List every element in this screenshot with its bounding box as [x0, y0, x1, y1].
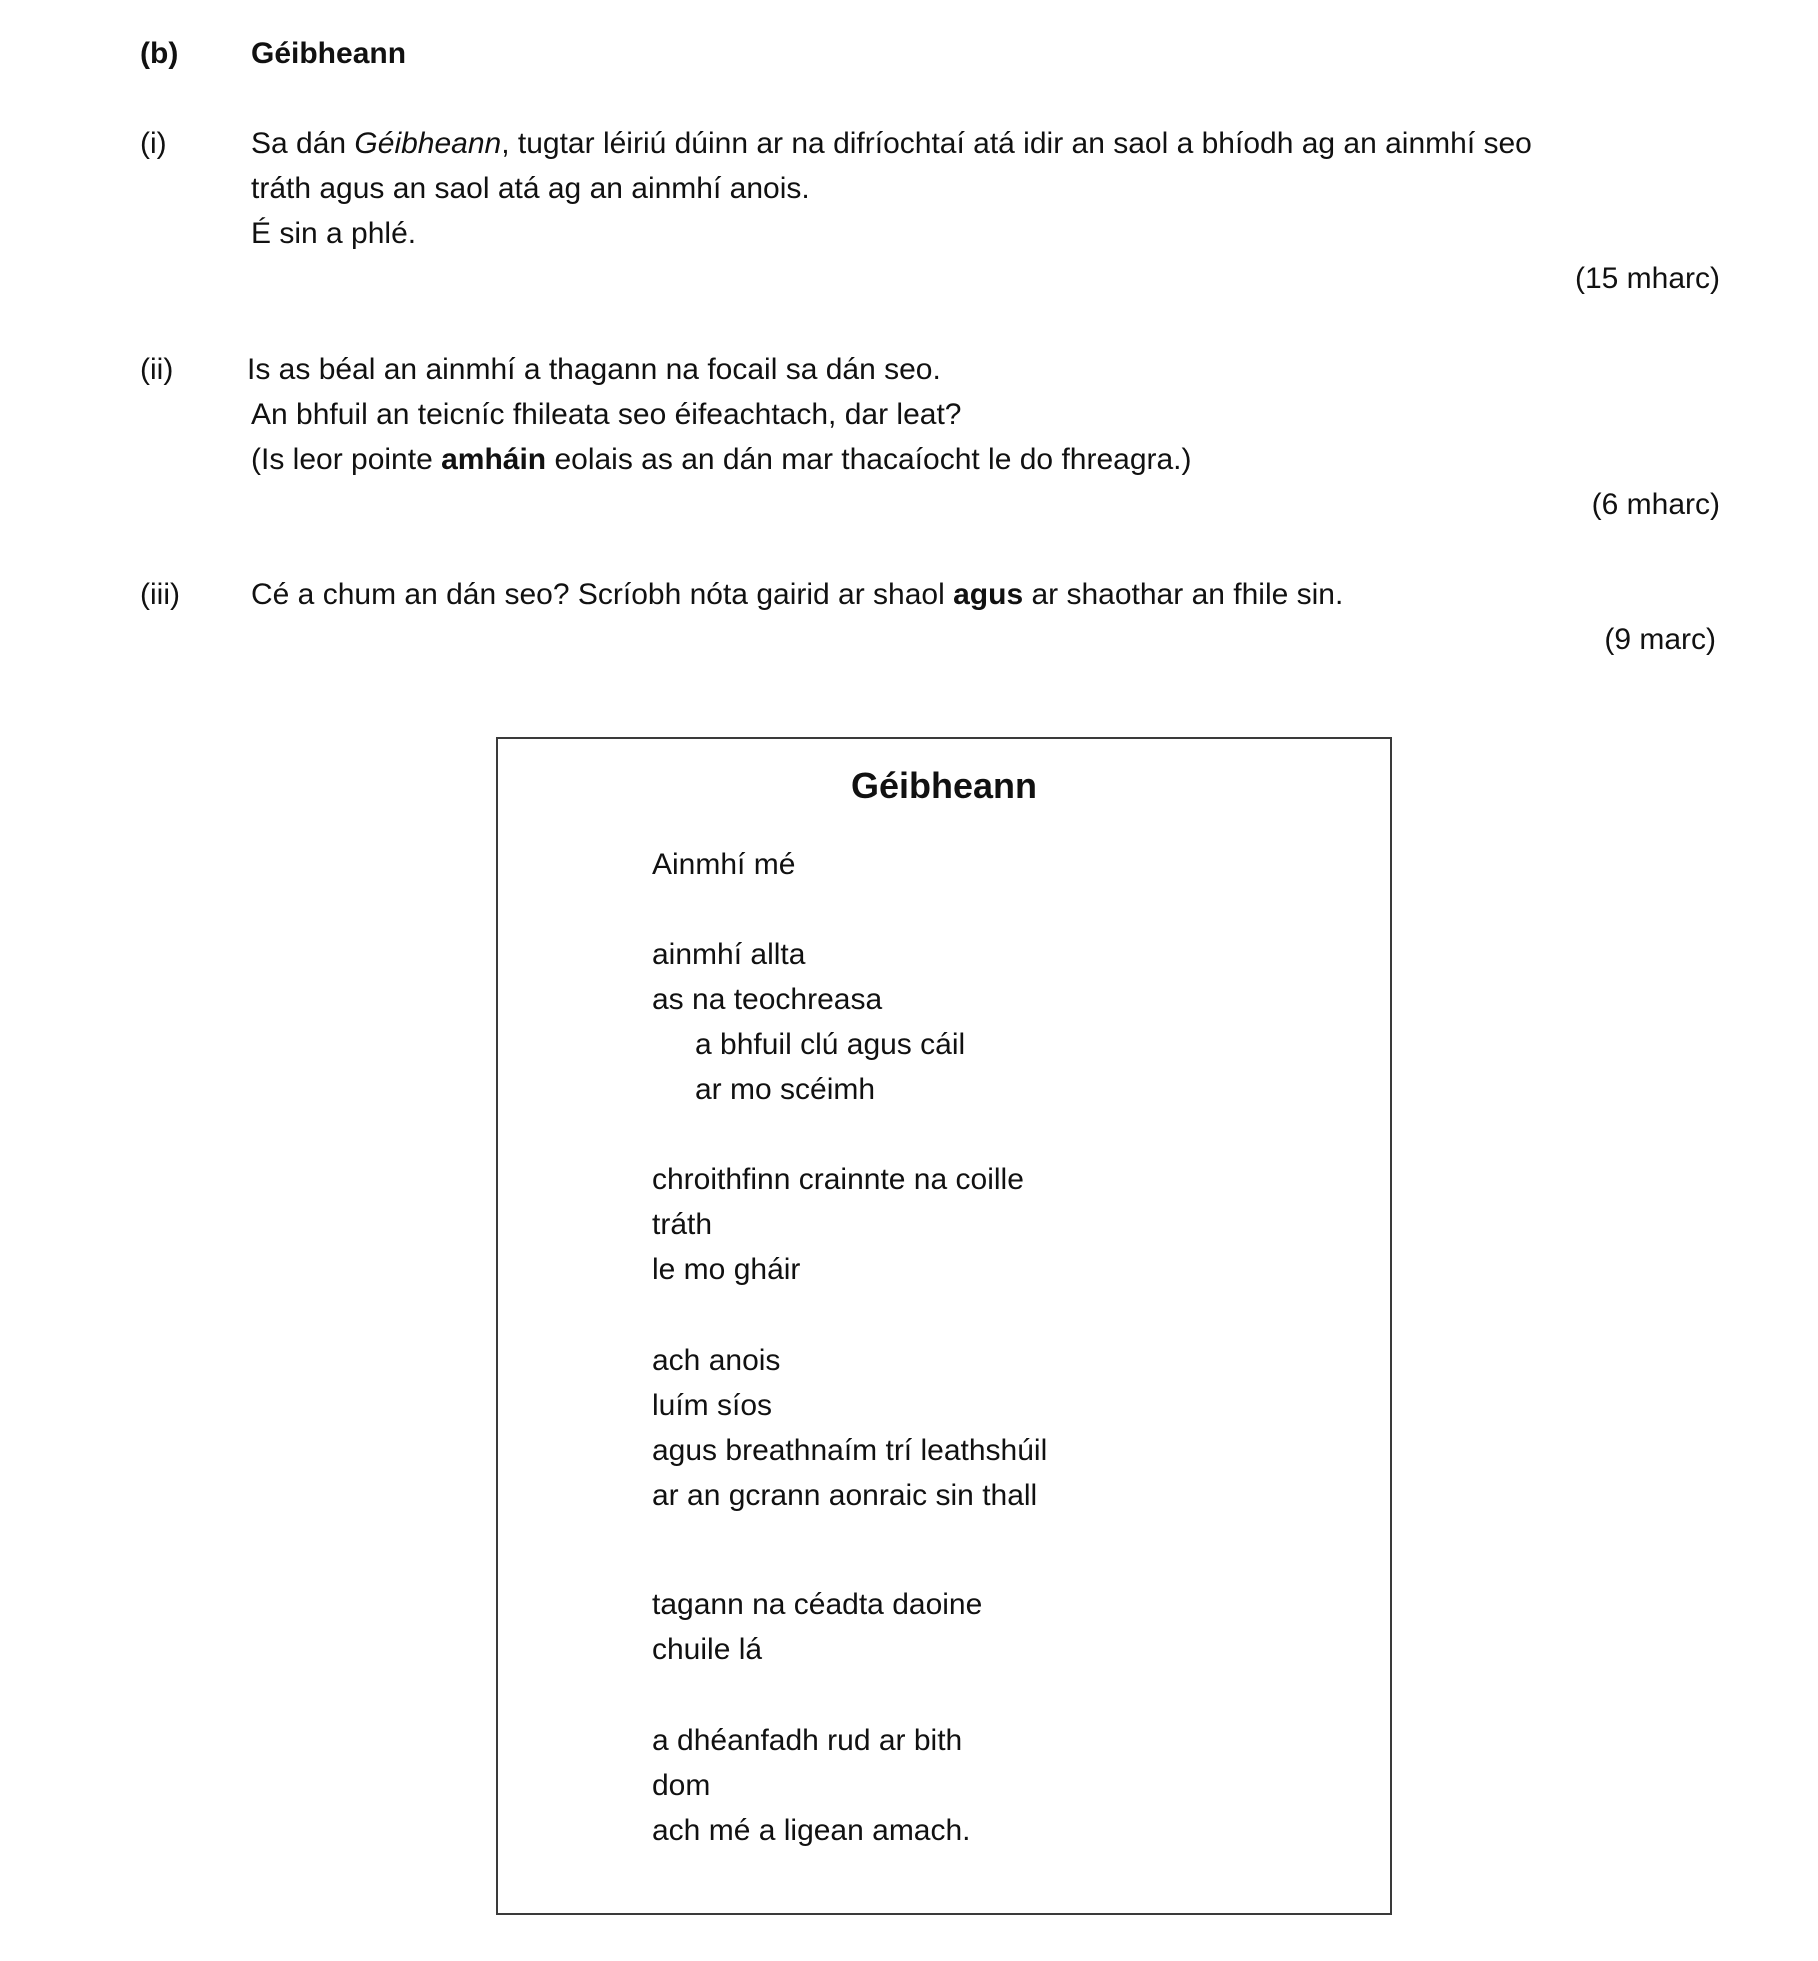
text-fragment: ar shaothar an fhile sin.: [1023, 578, 1344, 611]
emphasis-bold: amháin: [441, 443, 547, 476]
poem-title-italic: Géibheann: [354, 127, 502, 160]
text-fragment: eolais as an dán mar thacaíocht le do fhreagra.): [546, 443, 1192, 476]
text-fragment: Sa dán: [251, 127, 355, 160]
poem-title: Géibheann: [850, 765, 1038, 806]
poem-line: ach anois: [652, 1344, 781, 1377]
question-text-line: [251, 121, 1532, 166]
question-number: (iii): [140, 578, 180, 611]
emphasis-bold: agus: [953, 578, 1024, 611]
question-number: (i): [140, 127, 167, 160]
poem-line-indented: a bhfuil clú agus cáil: [695, 1028, 966, 1061]
poem-line: chroithfinn crainnte na coille: [652, 1163, 1024, 1196]
poem-line: ar an gcrann aonraic sin thall: [652, 1479, 1038, 1512]
poem-line: as na teochreasa: [652, 983, 883, 1016]
section-title: Géibheann: [251, 37, 407, 70]
text-fragment: , tugtar léiriú dúinn ar na difríochtaí atá idir an saol a bhíodh ag an ainmhí seo: [501, 127, 1532, 160]
question-text-line: [251, 572, 1343, 617]
question-text-line: An bhfuil an teicníc fhileata seo éifeachtach, dar leat?: [251, 398, 962, 431]
marks-label: (6 mharc): [1591, 488, 1720, 521]
poem-line: a dhéanfadh rud ar bith: [652, 1724, 963, 1757]
poem-line: chuile lá: [652, 1633, 763, 1666]
question-text-line: Is as béal an ainmhí a thagann na focail sa dán seo.: [247, 353, 941, 386]
poem-line-indented: ar mo scéimh: [695, 1073, 876, 1106]
poem-box: [496, 737, 1392, 1915]
poem-line: ainmhí allta: [652, 938, 806, 971]
poem-line: Ainmhí mé: [652, 848, 796, 881]
question-number: (ii): [140, 353, 174, 386]
text-fragment: Cé a chum an dán seo? Scríobh nóta gairid ar shaol: [251, 578, 954, 611]
poem-line: tagann na céadta daoine: [652, 1588, 983, 1621]
poem-line: dom: [652, 1769, 711, 1802]
marks-label: (9 marc): [1604, 623, 1716, 656]
poem-line: luím síos: [652, 1389, 773, 1422]
poem-line: le mo gháir: [652, 1253, 801, 1286]
question-text-line: É sin a phlé.: [251, 217, 417, 250]
poem-line: tráth: [652, 1208, 713, 1241]
question-text-line: tráth agus an saol atá ag an ainmhí anois.: [251, 172, 810, 205]
question-text-line: [251, 437, 1192, 482]
section-label: (b): [140, 37, 179, 70]
poem-line: ach mé a ligean amach.: [652, 1814, 971, 1847]
marks-label: (15 mharc): [1574, 262, 1720, 295]
text-fragment: (Is leor pointe: [251, 443, 442, 476]
poem-line: agus breathnaím trí leathshúil: [652, 1434, 1048, 1467]
